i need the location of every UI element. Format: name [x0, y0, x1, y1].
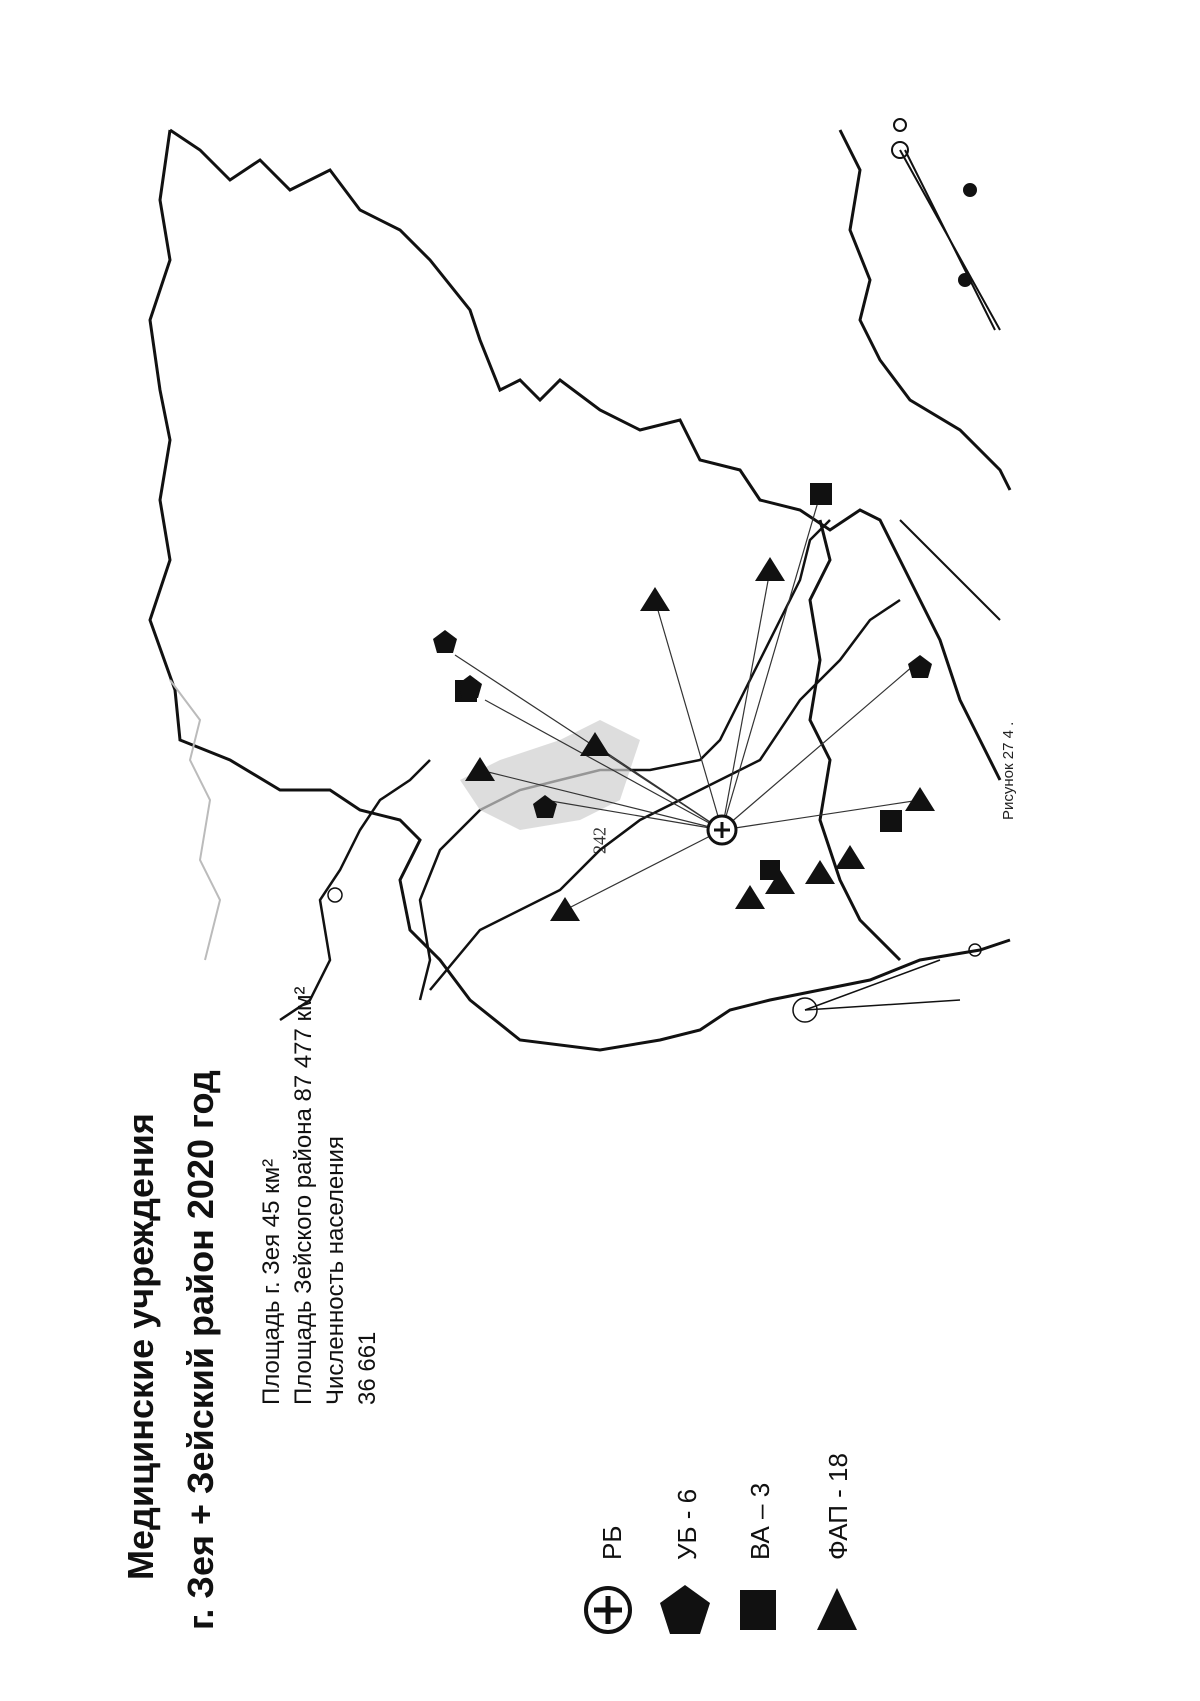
legend-label-rb: РБ — [597, 1525, 627, 1560]
title-line-2: г. Зея + Зейский район 2020 год — [180, 1070, 221, 1630]
area-city: Площадь г. Зея 45 км² — [258, 1158, 285, 1405]
population-label: Численность населения — [322, 1136, 349, 1405]
legend-label-va: ВА – 3 — [745, 1482, 775, 1560]
square-icon — [740, 1590, 776, 1630]
triangle-icon — [817, 1588, 857, 1630]
page-number: 242 — [589, 827, 610, 854]
legend-label-ub: УБ - 6 — [672, 1488, 702, 1560]
title-line-1: Медицинские учреждения — [120, 1113, 161, 1580]
circle-plus-icon — [586, 1588, 630, 1632]
pentagon-icon — [660, 1585, 710, 1634]
area-district: Площадь Зейского района 87 477 км² — [290, 986, 317, 1405]
legend-label-fap: ФАП - 18 — [823, 1453, 853, 1560]
map-caption: Рисунок 27 4 . — [1000, 721, 1017, 820]
population-value: 36 661 — [354, 1331, 381, 1405]
